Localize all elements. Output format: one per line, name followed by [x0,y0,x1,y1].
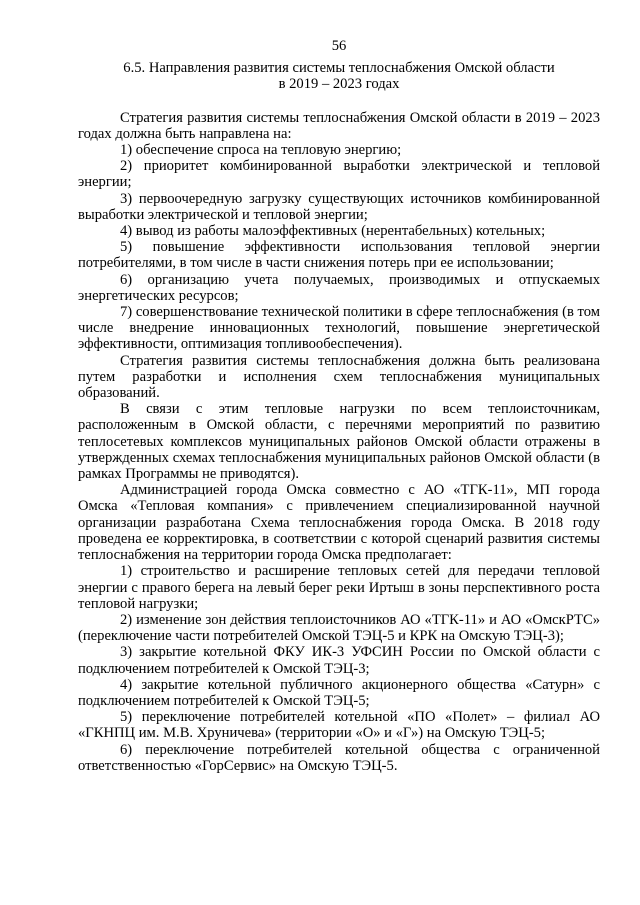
scenario-item-3: 3) закрытие котельной ФКУ ИК-3 УФСИН России по Омской области с подключением потребителей к Омской ТЭЦ-3; [78,644,600,677]
section-heading-line-1: 6.5. Направления развития системы теплоснабжения Омской области [123,60,555,77]
page-number: 56 [331,38,347,54]
scenario-item-1: 1) строительство и расширение тепловых сетей для передачи тепловой энергии с правого берега на левый берег реки Иртыш в зоны перспективного роста тепловой нагрузки; [78,563,600,612]
list-item-3: 3) первоочередную загрузку существующих источников комбинированной выработки электрической и тепловой энергии; [78,190,600,223]
list-item-5: 5) повышение эффективности использования тепловой энергии потребителями, в том числе в части снижения потерь при ее использовании; [78,239,600,272]
scenario-item-6: 6) переключение потребителей котельной общества с ограниченной ответственностью «ГорСервис» на Омскую ТЭЦ-5. [78,741,600,774]
document-page [78,38,600,774]
scenario-item-4: 4) закрытие котельной публичного акционерного общества «Сатурн» с подключением потребителей к Омской ТЭЦ-5; [78,676,600,709]
paragraph-heat-loads: В связи с этим тепловые нагрузки по всем теплоисточникам, расположенным в Омской области, с перечнями мероприятий по развитию теплосетевых комплексов муниципальных районов Омской области отражены в утвержденных схемах теплоснабжения муниципальных районов Омской области (в рамках Программы не приводятся). [78,401,600,483]
section-heading [78,60,600,92]
list-item-1: 1) обеспечение спроса на тепловую энергию; [120,142,402,159]
list-item-2: 2) приоритет комбинированной выработки электрической и тепловой энергии; [78,158,600,191]
list-item-4: 4) вывод из работы малоэффективных (нерентабельных) котельных; [120,223,546,240]
document-body [78,110,600,774]
paragraph-omsk-scheme: Администрацией города Омска совместно с АО «ТГК-11», МП города Омска «Тепловая компания» с привлечением специализированной научной организации разработана Схема теплоснабжения города Омска. В 2018 году проведена ее корректировка, в соответствии с которой сценарий развития системы теплоснабжения на территории города Омска предполагает: [78,482,600,564]
scenario-item-2: 2) изменение зон действия теплоисточников АО «ТГК-11» и АО «ОмскРТС» (переключение части потребителей Омской ТЭЦ-5 и КРК на Омскую ТЭЦ-3); [78,611,600,645]
paragraph-strategy-implementation: Стратегия развития системы теплоснабжения должна быть реализована путем разработки и исполнения схем теплоснабжения муниципальных образований. [78,352,600,402]
paragraph-strategy-intro: Стратегия развития системы теплоснабжения Омской области в 2019 – 2023 годах должна быть направлена на: [78,109,600,142]
section-heading-line-2: в 2019 – 2023 годах [278,76,400,93]
list-item-6: 6) организацию учета получаемых, производимых и отпускаемых энергетических ресурсов; [78,271,600,304]
scenario-item-5: 5) переключение потребителей котельной «ПО «Полет» – филиал АО «ГКНПЦ им. М.В. Хруничева» (территории «О» и «Г») на Омскую ТЭЦ-5; [78,709,600,742]
list-item-7: 7) совершенствование технической политики в сфере теплоснабжения (в том числе внедрение инновационных технологий, повышение энергетической эффективности, оптимизация топливообеспечения). [78,304,600,353]
